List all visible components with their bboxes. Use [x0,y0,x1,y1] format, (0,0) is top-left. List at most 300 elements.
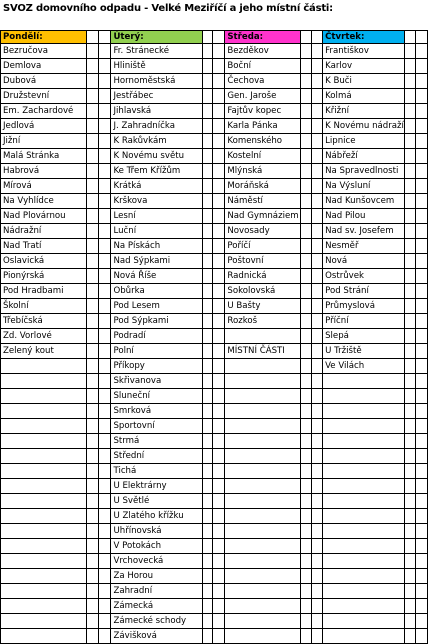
check-cell [404,119,415,134]
check-cell [404,344,415,359]
street-cell-ctvrtek [323,374,405,389]
check-cell [404,629,415,644]
street-cell-ctvrtek: Na Výsluní [323,179,405,194]
check-cell [312,584,323,599]
check-cell [416,479,428,494]
check-cell [301,74,312,89]
street-cell-streda [225,479,301,494]
check-cell [404,359,415,374]
check-cell [98,329,111,344]
table-row [1,254,428,269]
street-cell-pondeli: Pod Hradbami [1,284,87,299]
street-cell-pondeli [1,359,87,374]
check-cell [213,104,225,119]
street-cell-ctvrtek: Ostrůvek [323,269,405,284]
street-cell-utery: Jihlavská [111,104,203,119]
check-cell [203,329,213,344]
table-row [1,389,428,404]
check-cell [213,359,225,374]
street-cell-utery: Luční [111,224,203,239]
check-cell [312,74,323,89]
check-cell [301,134,312,149]
check-cell [312,539,323,554]
check-cell [98,629,111,644]
check-cell [203,599,213,614]
street-cell-ctvrtek: Nábřeží [323,149,405,164]
check-cell [213,344,225,359]
check-cell [203,89,213,104]
check-cell [98,194,111,209]
check-cell [98,464,111,479]
street-cell-streda: Kostelní [225,149,301,164]
street-cell-ctvrtek [323,464,405,479]
check-cell [87,629,98,644]
check-cell [416,269,428,284]
street-cell-streda [225,554,301,569]
day-header-ctvrtek: Čtvrtek: [323,31,405,44]
check-cell [203,74,213,89]
check-cell [203,629,213,644]
check-cell [203,104,213,119]
table-row [1,134,428,149]
check-cell [203,524,213,539]
check-cell [416,164,428,179]
check-cell [301,524,312,539]
check-cell [98,374,111,389]
street-cell-ctvrtek: Slepá [323,329,405,344]
check-cell [301,509,312,524]
check-cell [203,224,213,239]
check-cell [203,134,213,149]
street-cell-streda [225,329,301,344]
check-cell [203,479,213,494]
street-cell-pondeli: Jižní [1,134,87,149]
check-cell [87,269,98,284]
street-cell-utery: Sportovní [111,419,203,434]
street-cell-streda: Karla Pánka [225,119,301,134]
street-cell-streda [225,524,301,539]
check-cell [312,494,323,509]
check-cell [203,284,213,299]
check-cell [301,359,312,374]
street-cell-utery: Krškova [111,194,203,209]
street-cell-utery: U Světlé [111,494,203,509]
check-cell [98,254,111,269]
check-cell [213,299,225,314]
street-cell-streda: Poštovní [225,254,301,269]
check-cell [404,239,415,254]
check-cell [87,419,98,434]
street-cell-streda: Bezděkov [225,44,301,59]
street-cell-ctvrtek: K Buči [323,74,405,89]
check-cell [203,179,213,194]
check-cell [301,539,312,554]
header-check-cell [213,31,225,44]
header-check-cell [203,31,213,44]
check-cell [416,434,428,449]
check-cell [416,224,428,239]
check-cell [87,299,98,314]
street-cell-pondeli: Zd. Vorlové [1,329,87,344]
street-cell-ctvrtek [323,524,405,539]
header-row [1,31,428,44]
check-cell [404,224,415,239]
check-cell [87,164,98,179]
check-cell [87,134,98,149]
street-cell-ctvrtek [323,584,405,599]
check-cell [301,449,312,464]
check-cell [404,179,415,194]
check-cell [416,584,428,599]
check-cell [404,494,415,509]
check-cell [87,449,98,464]
check-cell [312,104,323,119]
street-cell-utery: Závišková [111,629,203,644]
day-header-pondeli: Pondělí: [1,31,87,44]
header-check-cell [404,31,415,44]
check-cell [404,44,415,59]
check-cell [213,194,225,209]
check-cell [87,524,98,539]
check-cell [98,134,111,149]
street-cell-ctvrtek: Nad sv. Josefem [323,224,405,239]
check-cell [404,59,415,74]
street-cell-streda [225,359,301,374]
check-cell [312,44,323,59]
check-cell [203,44,213,59]
check-cell [98,614,111,629]
check-cell [213,539,225,554]
check-cell [312,209,323,224]
street-cell-pondeli: Habrová [1,164,87,179]
check-cell [416,89,428,104]
street-cell-ctvrtek [323,449,405,464]
check-cell [203,404,213,419]
check-cell [404,539,415,554]
check-cell [416,59,428,74]
check-cell [203,614,213,629]
header-check-cell [301,31,312,44]
check-cell [98,59,111,74]
check-cell [98,224,111,239]
check-cell [98,179,111,194]
check-cell [87,404,98,419]
check-cell [98,479,111,494]
check-cell [416,389,428,404]
check-cell [213,269,225,284]
check-cell [301,164,312,179]
check-cell [87,284,98,299]
check-cell [416,284,428,299]
street-cell-streda [225,434,301,449]
table-row [1,284,428,299]
check-cell [312,224,323,239]
street-cell-ctvrtek [323,479,405,494]
check-cell [98,104,111,119]
check-cell [312,419,323,434]
check-cell [203,254,213,269]
check-cell [213,479,225,494]
check-cell [213,329,225,344]
street-cell-streda: Radnická [225,269,301,284]
check-cell [98,89,111,104]
check-cell [312,569,323,584]
check-cell [312,524,323,539]
check-cell [312,269,323,284]
check-cell [404,149,415,164]
check-cell [416,329,428,344]
check-cell [98,239,111,254]
street-cell-utery: U Elektrárny [111,479,203,494]
check-cell [404,614,415,629]
street-cell-pondeli [1,629,87,644]
check-cell [98,509,111,524]
check-cell [98,389,111,404]
check-cell [203,389,213,404]
check-cell [301,479,312,494]
street-cell-ctvrtek: U Tržiště [323,344,405,359]
street-cell-streda: Náměstí [225,194,301,209]
street-cell-ctvrtek: Na Spravedlnosti [323,164,405,179]
check-cell [98,284,111,299]
street-cell-utery: K Novému světu [111,149,203,164]
table-row [1,74,428,89]
table-row [1,479,428,494]
street-cell-pondeli: Nádražní [1,224,87,239]
street-cell-streda [225,614,301,629]
header-check-cell [312,31,323,44]
check-cell [416,629,428,644]
page-title: SVOZ domovního odpadu - Velké Meziříčí a jeho místní části: [3,3,333,14]
check-cell [87,44,98,59]
street-cell-streda [225,464,301,479]
table-row [1,179,428,194]
check-cell [203,419,213,434]
table-row [1,554,428,569]
street-cell-pondeli [1,539,87,554]
check-cell [312,554,323,569]
check-cell [312,149,323,164]
check-cell [87,434,98,449]
street-cell-utery: Uhřínovská [111,524,203,539]
street-cell-ctvrtek: Průmyslová [323,299,405,314]
street-cell-ctvrtek: Lipnice [323,134,405,149]
check-cell [301,404,312,419]
street-cell-ctvrtek: Nad Pilou [323,209,405,224]
check-cell [312,239,323,254]
check-cell [203,569,213,584]
check-cell [98,209,111,224]
street-cell-utery: Nová Říše [111,269,203,284]
check-cell [312,164,323,179]
check-cell [312,404,323,419]
check-cell [87,119,98,134]
check-cell [98,269,111,284]
check-cell [416,569,428,584]
check-cell [213,404,225,419]
check-cell [301,389,312,404]
check-cell [312,119,323,134]
check-cell [416,509,428,524]
check-cell [416,239,428,254]
check-cell [312,254,323,269]
street-cell-ctvrtek [323,389,405,404]
check-cell [213,614,225,629]
check-cell [203,374,213,389]
check-cell [203,164,213,179]
check-cell [312,389,323,404]
check-cell [301,209,312,224]
check-cell [416,74,428,89]
check-cell [416,404,428,419]
street-cell-streda [225,599,301,614]
check-cell [213,89,225,104]
check-cell [203,344,213,359]
check-cell [416,554,428,569]
check-cell [98,494,111,509]
check-cell [98,164,111,179]
check-cell [301,329,312,344]
street-cell-pondeli [1,389,87,404]
street-cell-ctvrtek: Pod Strání [323,284,405,299]
check-cell [404,419,415,434]
check-cell [312,629,323,644]
check-cell [404,194,415,209]
street-cell-pondeli: Mírová [1,179,87,194]
street-cell-streda: Poříčí [225,239,301,254]
check-cell [203,119,213,134]
table-row [1,449,428,464]
check-cell [416,119,428,134]
check-cell [301,314,312,329]
street-cell-utery: Sluneční [111,389,203,404]
check-cell [404,104,415,119]
street-cell-ctvrtek: Kolmá [323,89,405,104]
street-cell-streda [225,569,301,584]
table-row [1,359,428,374]
street-cell-utery: Podradí [111,329,203,344]
check-cell [404,134,415,149]
check-cell [98,449,111,464]
street-cell-ctvrtek [323,614,405,629]
street-cell-pondeli [1,464,87,479]
check-cell [312,434,323,449]
check-cell [87,194,98,209]
table-row [1,314,428,329]
header-check-cell [98,31,111,44]
check-cell [416,314,428,329]
street-cell-ctvrtek [323,419,405,434]
check-cell [312,299,323,314]
street-cell-pondeli: Em. Zachardové [1,104,87,119]
check-cell [213,629,225,644]
street-cell-ctvrtek [323,554,405,569]
street-cell-streda: Novosady [225,224,301,239]
check-cell [312,464,323,479]
check-cell [404,164,415,179]
street-cell-streda [225,584,301,599]
check-cell [98,539,111,554]
check-cell [416,464,428,479]
header-check-cell [87,31,98,44]
check-cell [213,599,225,614]
table-row [1,584,428,599]
street-cell-streda [225,374,301,389]
check-cell [87,389,98,404]
check-cell [98,419,111,434]
check-cell [203,359,213,374]
street-cell-streda [225,539,301,554]
street-cell-pondeli [1,479,87,494]
table-row [1,599,428,614]
street-cell-streda: Gen. Jaroše [225,89,301,104]
table-row [1,344,428,359]
check-cell [301,374,312,389]
check-cell [87,569,98,584]
street-cell-utery: Lesní [111,209,203,224]
table-row [1,614,428,629]
table-row [1,119,428,134]
street-cell-pondeli: Nad Plovárnou [1,209,87,224]
street-cell-utery: Zahradní [111,584,203,599]
check-cell [301,224,312,239]
check-cell [416,599,428,614]
check-cell [213,509,225,524]
check-cell [213,524,225,539]
street-cell-ctvrtek: K Novému nádraží [323,119,405,134]
table-row [1,89,428,104]
check-cell [416,614,428,629]
check-cell [87,74,98,89]
check-cell [404,434,415,449]
check-cell [98,404,111,419]
check-cell [98,524,111,539]
street-cell-streda [225,509,301,524]
street-cell-ctvrtek [323,569,405,584]
check-cell [416,494,428,509]
street-cell-utery: Nad Sýpkami [111,254,203,269]
check-cell [404,584,415,599]
check-cell [87,149,98,164]
street-cell-streda [225,494,301,509]
check-cell [98,359,111,374]
check-cell [213,449,225,464]
check-cell [203,209,213,224]
check-cell [213,164,225,179]
check-cell [301,44,312,59]
check-cell [87,374,98,389]
check-cell [87,239,98,254]
table-row [1,434,428,449]
street-cell-ctvrtek [323,494,405,509]
check-cell [203,194,213,209]
street-cell-pondeli [1,434,87,449]
check-cell [404,89,415,104]
street-cell-ctvrtek: Příční [323,314,405,329]
check-cell [404,449,415,464]
check-cell [404,374,415,389]
check-cell [416,344,428,359]
header-check-cell [416,31,428,44]
street-cell-utery: Hornoměstská [111,74,203,89]
street-cell-utery: Skřivanova [111,374,203,389]
check-cell [98,299,111,314]
street-cell-pondeli: Bezručova [1,44,87,59]
street-cell-utery: Zámecká [111,599,203,614]
check-cell [301,89,312,104]
check-cell [301,299,312,314]
check-cell [404,329,415,344]
